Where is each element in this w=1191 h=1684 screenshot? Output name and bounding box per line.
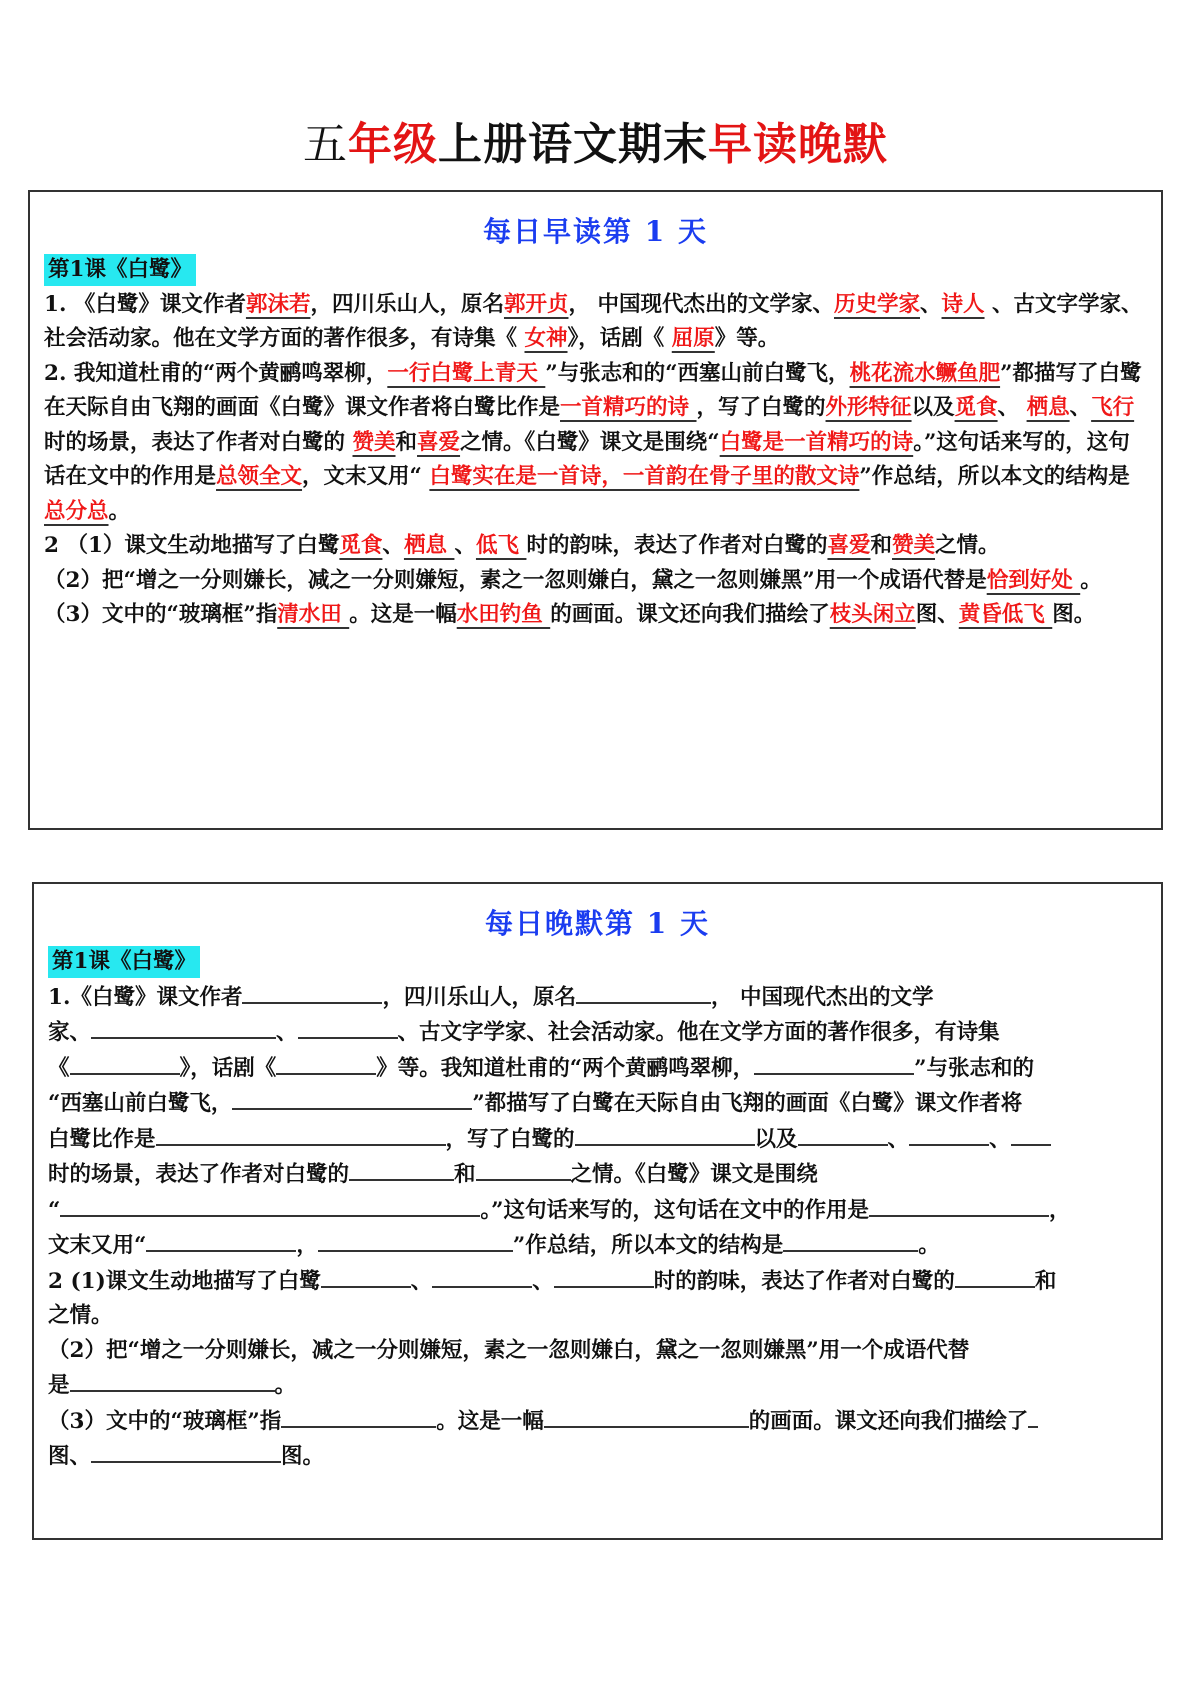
answer: 栖息 [403,533,455,558]
text: 》，话剧《 [179,1055,277,1081]
text: 的画面。课文还向我们描绘了 [550,602,830,627]
answer: 清水田 [277,602,350,627]
fill-blank[interactable] [1028,1404,1038,1428]
text: 时的韵味，表达了作者对白鹭的 [526,533,828,558]
answer: 喜爱 [827,533,871,558]
answer: 水田钓鱼 [456,602,551,627]
answer: 郭开贞 [503,291,569,317]
text: 、 [997,395,1027,420]
text: 、 [382,533,404,558]
text: 图、 [915,602,959,627]
text: 时的韵味，表达了作者对白鹭的 [653,1268,955,1294]
text: 2 （1）课文生动地描写了白鹭 [44,533,340,558]
line [48,1157,1147,1193]
text: 、 [989,1126,1011,1152]
fill-blank[interactable] [91,1439,281,1463]
answer: 一首精巧的诗 [560,395,697,420]
text: ，四川乐山人，原名 [310,291,504,317]
text: 》等。 [714,326,780,351]
text: 、古文字学家、社会活动家。他在文学方面的著作很多，有诗集《 [44,291,1143,351]
text: （3）文中的“玻璃框”指 [44,602,278,627]
text: 和 [454,1162,476,1187]
fill-blank[interactable] [318,1228,513,1252]
text: ，文末又用“ [302,464,430,489]
text: 时的场景，表达了作者对白鹭的 [44,429,353,455]
text: ， 中国现代杰出的文学 [710,984,934,1010]
text: 》等。我知道杜甫的“两个黄鹂鸣翠柳， [376,1055,755,1081]
text: 。这是一幅 [349,602,457,627]
line [48,1086,1147,1122]
text: （2）把“增之一分则嫌长，减之一分则嫌短，素之一忽则嫌白，黛之一忽则嫌黑”用一个成语代替是 [44,567,987,593]
fill-blank[interactable] [909,1122,989,1146]
text: ， 中国现代杰出的文学家、 [568,291,834,317]
fill-blank[interactable] [544,1404,749,1428]
text: 2. 我知道杜甫的“两个黄鹂鸣翠柳， [44,360,388,386]
fill-blank[interactable] [70,1051,180,1075]
answer: 枝头闲立 [829,602,916,627]
text: ”都描写了白鹭在天际自由飞翔的画面《白鹭》课文作者将白鹭比作是 [44,360,1142,420]
text: ”与张志和的 [914,1055,1035,1081]
text: 和 [1034,1268,1057,1294]
fill-blank[interactable] [91,1015,276,1039]
text: ， [1049,1197,1071,1223]
line [48,1193,1147,1229]
text: 和 [870,533,892,558]
answer: 觅食 [954,395,998,420]
answer: 飞行 [1091,395,1135,420]
text: 、 [410,1268,433,1294]
fill-blank[interactable] [146,1228,296,1252]
text: 》，话剧《 [567,326,672,351]
fill-blank[interactable] [798,1122,888,1146]
fill-blank[interactable] [554,1264,654,1288]
fill-blank[interactable] [1011,1122,1051,1146]
text: 、 [454,533,476,558]
text: 以及 [911,395,955,420]
line [48,1264,1147,1300]
text: 的画面。课文还向我们描绘了 [748,1408,1029,1434]
answer: 桃花流水鳜鱼肥 [849,360,1001,386]
lesson-label: 第1课《白鹭》 [44,254,196,286]
line [48,1015,1147,1051]
text: “ [48,1197,61,1223]
answer: 女神 [524,326,568,351]
answer: 觅食 [339,533,383,558]
title-part: 上册语文期末 [438,119,708,170]
text: ”作总结，所以本文的结构是 [859,464,1130,489]
text: 之情。《白鹭》课文是围绕 [570,1162,818,1187]
fill-blank[interactable] [156,1122,446,1146]
text: 、古文字学家、社会活动家。他在文学方面的著作很多，有诗集 [397,1020,1000,1045]
fill-blank[interactable] [281,1404,436,1428]
answer: 诗人 [941,291,985,317]
answer: 恰到好处 [986,567,1081,593]
text: 以及 [754,1126,798,1152]
answer: 郭沫若 [245,291,311,317]
answer: 白鹭实在是一首诗，一首韵在骨子里的散文诗 [429,464,860,489]
text: ， [296,1233,318,1258]
line [48,1368,1147,1404]
title-part: 年级 [348,119,438,170]
text: 、 [1069,395,1092,420]
text: 、 [276,1020,298,1045]
fill-blank[interactable] [349,1157,454,1181]
text: 之情。 [48,1303,113,1328]
answer: 黄昏低飞 [958,602,1053,627]
text: ”都描写了白鹭在天际自由飞翔的画面《白鹭》课文作者将 [472,1091,1023,1116]
line [48,1439,1147,1475]
answer: 历史学家 [833,291,920,317]
title-part: 五 [303,119,348,170]
text: 。 [274,1373,297,1398]
text: ，四川乐山人，原名 [382,984,576,1010]
text: 和 [395,429,418,455]
text: “西塞山前白鹭飞， [48,1091,233,1116]
fill-blank[interactable] [298,1015,398,1039]
text: 。”这句话来写的，这句话在文中的作用是 [44,429,1130,489]
text: 图。 [1052,602,1096,627]
text: 。 [918,1233,940,1258]
paragraph-1 [44,288,1147,357]
line [48,1051,1147,1087]
text: ”作总结，所以本文的结构是 [512,1233,784,1258]
text: 。”这句话来写的，这句话在文中的作用是 [480,1197,869,1223]
line [48,1404,1147,1440]
title-part: 早读晚默 [708,119,888,170]
text: 文末又用“ [48,1233,147,1258]
text: 《 [48,1055,70,1081]
text: ，写了白鹭的 [445,1126,575,1152]
text: 、 [887,1126,910,1152]
evening-dictation-box [32,882,1163,1540]
morning-content [30,248,1161,633]
fill-blank[interactable] [60,1193,480,1217]
text: （2）把“增之一分则嫌长，减之一分则嫌短，素之一忽则嫌白，黛之一忽则嫌黑”用一个成语代替 [48,1337,970,1363]
fill-blank[interactable] [575,1122,755,1146]
line [48,1228,1147,1264]
text: 、 [920,291,942,317]
answer: 屈原 [671,326,715,351]
lesson-label: 第1课《白鹭》 [48,946,200,978]
line [48,1299,1147,1334]
text: 之情。 [935,533,1000,558]
fill-blank[interactable] [955,1264,1035,1288]
answer: 低飞 [475,533,527,558]
fill-blank[interactable] [476,1157,571,1181]
paragraph-2 [44,357,1147,530]
fill-blank[interactable] [321,1264,411,1288]
text: 白鹭比作是 [48,1126,156,1152]
answer: 总分总 [44,498,109,524]
question-2-2 [44,564,1147,599]
line [48,1122,1147,1158]
text: 。 [1080,567,1102,593]
question-2-1 [44,529,1147,564]
text: 。 [108,498,131,524]
question-2-3 [44,598,1147,633]
text: ”与张志和的“西塞山前白鹭飞， [545,360,850,386]
text: 图、 [48,1444,92,1469]
answer: 总领全文 [216,464,303,489]
text: 1.《白鹭》课文作者 [48,984,243,1010]
answer: 白鹭是一首精巧的诗 [719,429,914,455]
fill-blank[interactable] [869,1193,1049,1217]
morning-title: 每日早读第 1 天 [483,215,708,248]
fill-blank[interactable] [576,980,711,1004]
fill-blank[interactable] [70,1368,275,1392]
fill-blank[interactable] [232,1086,472,1110]
morning-reading-box [28,190,1163,830]
line [48,980,1147,1016]
text: 是 [48,1373,70,1398]
text: 图。 [281,1444,325,1469]
fill-blank[interactable] [242,980,382,1004]
text: 。这是一幅 [436,1408,544,1434]
text: 之情。《白鹭》课文是围绕“ [460,429,720,455]
evening-content [34,940,1161,1475]
fill-blank[interactable] [754,1051,914,1075]
text: （3）文中的“玻璃框”指 [48,1408,282,1434]
evening-title: 每日晚默第 1 天 [485,907,710,940]
answer: 赞美 [892,533,936,558]
text: 、 [532,1268,554,1294]
text: 2 (1)课文生动地描写了白鹭 [48,1268,321,1294]
answer: 赞美 [352,429,396,455]
text: 时的场景，表达了作者对白鹭的 [48,1162,350,1187]
fill-blank[interactable] [783,1228,918,1252]
answer: 外形特征 [825,395,912,420]
text: 1. 《白鹭》课文作者 [44,291,246,317]
answer: 栖息 [1026,395,1070,420]
fill-blank[interactable] [276,1051,376,1075]
text: 家、 [48,1020,92,1045]
page-title [0,108,1191,172]
answer: 一行白鹭上青天 [387,360,546,386]
answer: 喜爱 [417,429,461,455]
fill-blank[interactable] [432,1264,532,1288]
text: ，写了白鹭的 [696,395,826,420]
line [48,1334,1147,1369]
